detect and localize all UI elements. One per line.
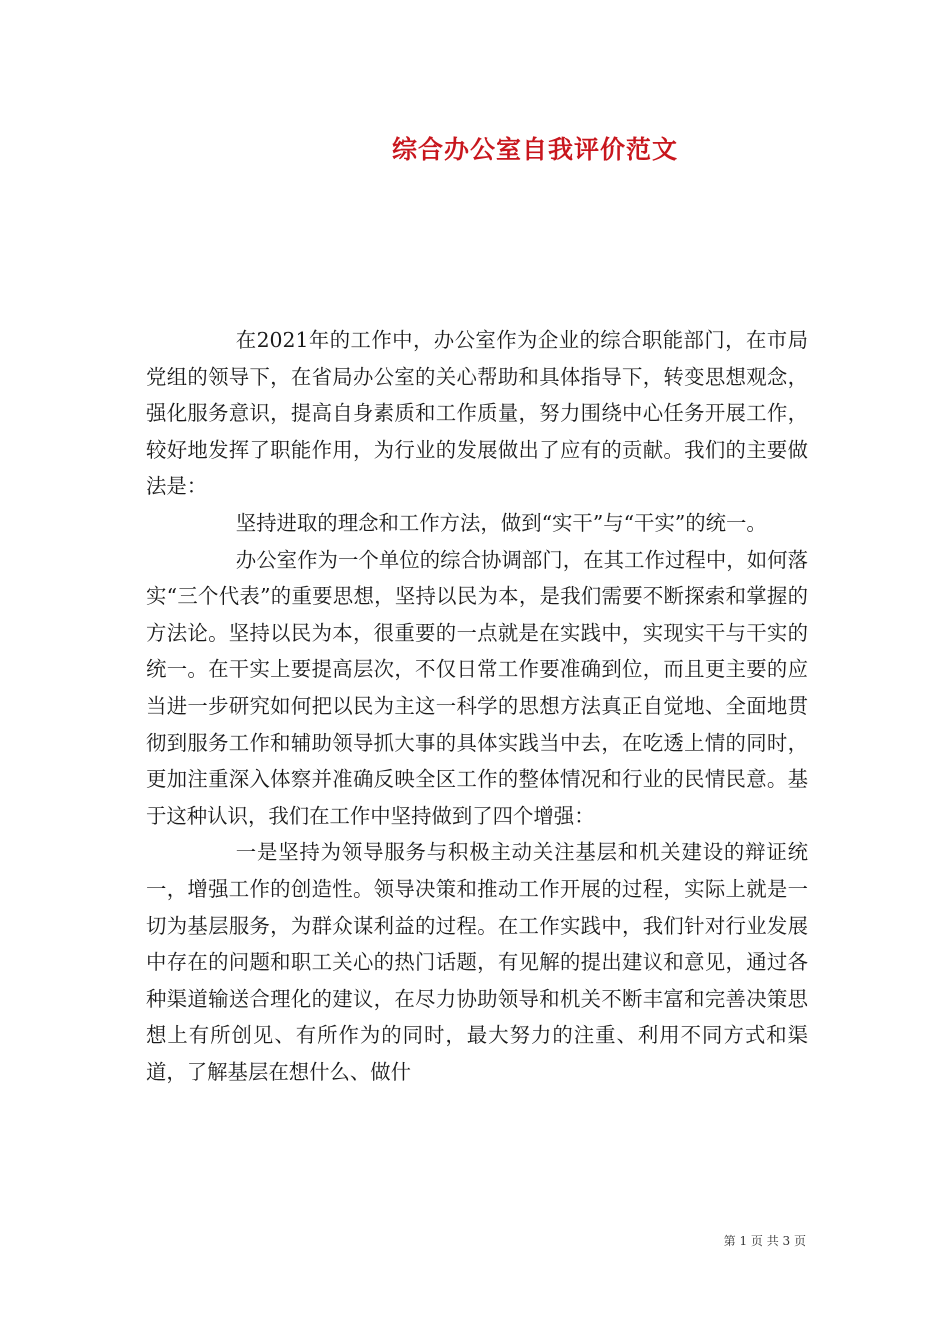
paragraph: 坚持进取的理念和工作方法，做到“实干”与“干实”的统一。 xyxy=(235,510,767,535)
page-number-footer: 第 1 页 共 3 页 xyxy=(723,1234,806,1248)
paragraph: 一是坚持为领导服务与积极主动关注基层和机关建设的辩证统一，增强工作的创造性。领导决策和推动工作开展的过程，实际上就是一切为基层服务，为群众谋利益的过程。在工作实践中，我们针对行业发展中存在的问题和职工关心的热门话题，有见解的提出建议和意见，通过各种渠道输送合理化的建议，在尽力协助领导和机关不断丰富和完善决策思想上有所创见、有所作为的同时，最大努力的注重、利用不同方式和渠道，了解基层在想什么、做什 xyxy=(146,840,808,1084)
paragraph: 办公室作为一个单位的综合协调部门，在其工作过程中，如何落实“三个代表”的重要思想，坚持以民为本，是我们需要不断探索和掌握的方法论。坚持以民为本，很重要的一点就是在实践中，实现实干与干实的统一。在干实上要提高层次，不仅日常工作要准确到位，而且更主要的应当进一步研究如何把以民为主这一科学的思想方法真正自觉地、全面地贯彻到服务工作和辅助领导抓大事的具体实践当中去，在吃透上情的同时，更加注重深入体察并准确反映全区工作的整体情况和行业的民情民意。基于这种认识，我们在工作中坚持做到了四个增强： xyxy=(146,547,808,828)
paragraph: 在2021年的工作中，办公室作为企业的综合职能部门，在市局党组的领导下，在省局办公室的关心帮助和具体指导下，转变思想观念，强化服务意识，提高自身素质和工作质量，努力围绕中心任务开展工作，较好地发挥了职能作用，为行业的发展做出了应有的贡献。我们的主要做法是： xyxy=(146,328,808,499)
document-title: 综合办公室自我评价范文 xyxy=(391,135,678,164)
document-body xyxy=(146,322,808,1090)
